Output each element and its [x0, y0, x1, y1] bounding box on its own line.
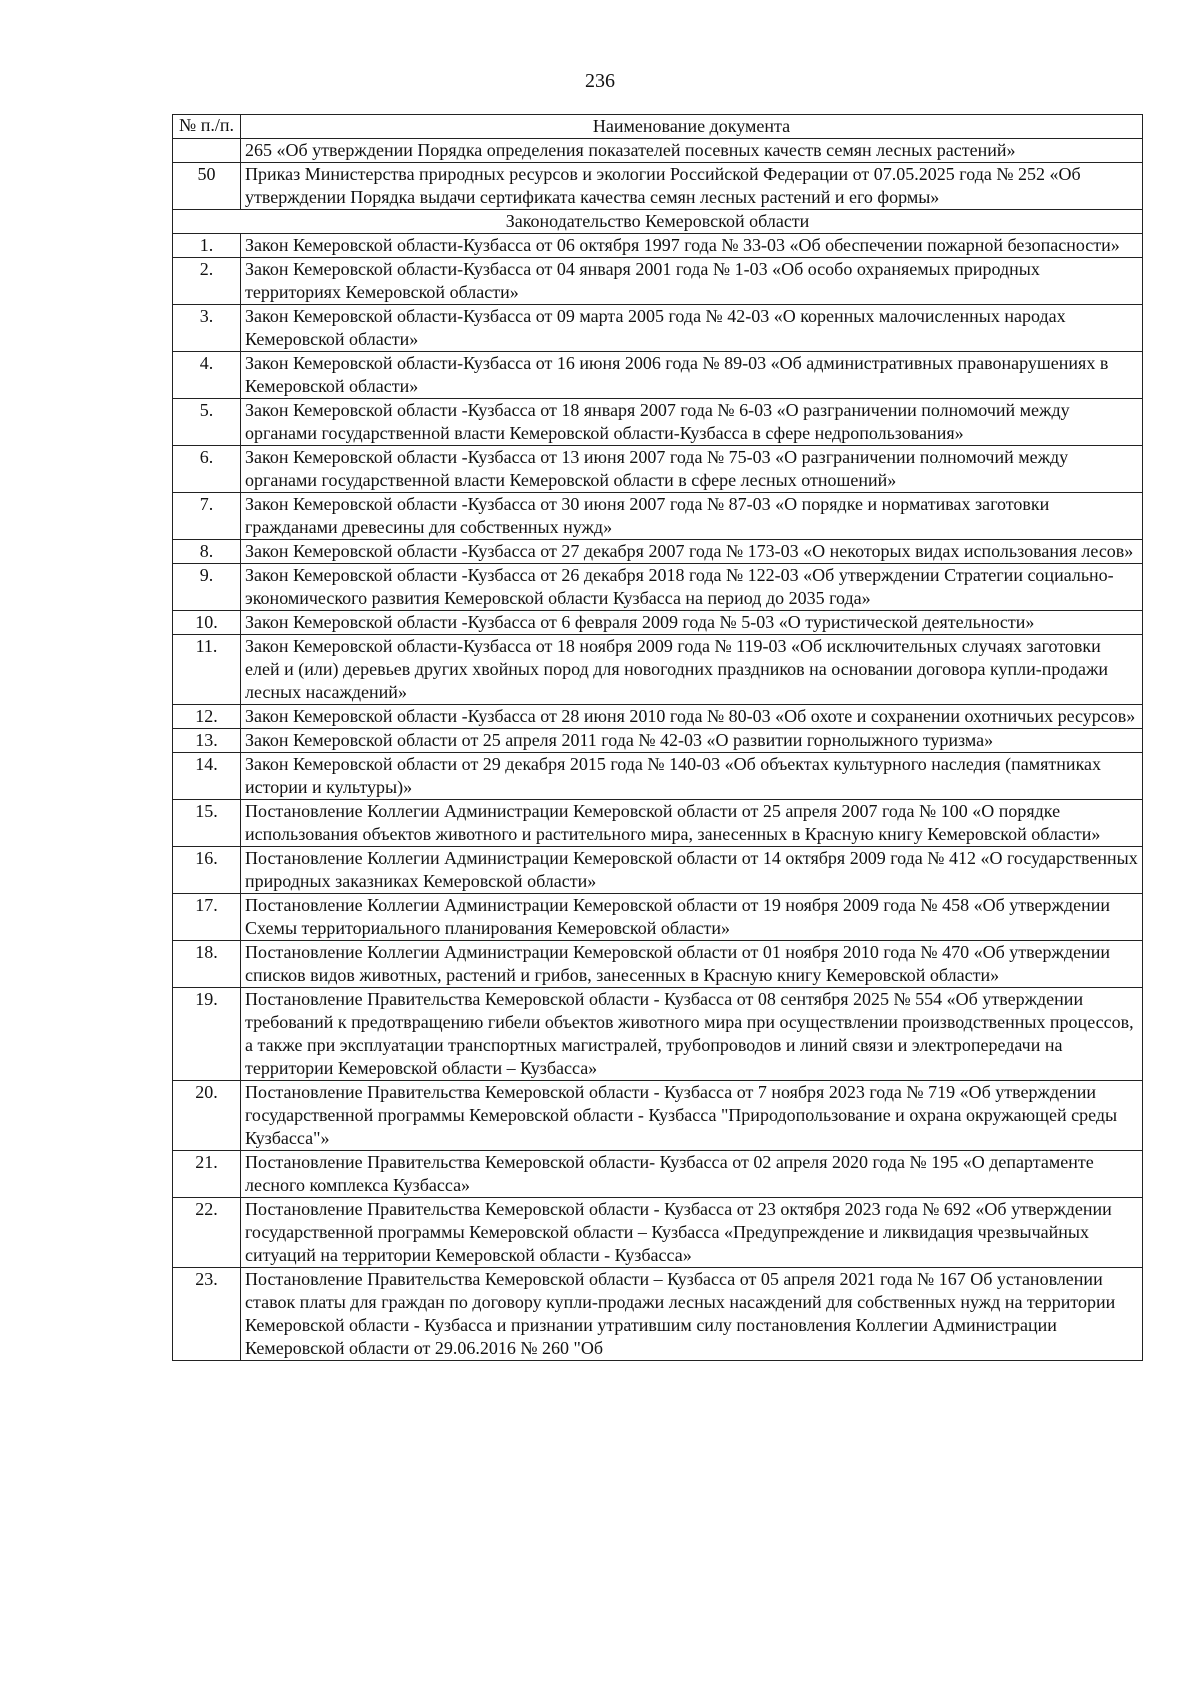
table-row	[173, 611, 1143, 635]
row-number: 20.	[173, 1081, 241, 1151]
table-row	[173, 1268, 1143, 1361]
row-number: 9.	[173, 564, 241, 611]
table-row	[173, 635, 1143, 705]
table-row	[173, 139, 1143, 163]
row-number: 4.	[173, 352, 241, 399]
table-row	[173, 800, 1143, 847]
row-document-name: Закон Кемеровской области-Кузбасса от 09 марта 2005 года № 42-03 «О коренных малочисленных народах Кемеровской области»	[241, 305, 1143, 352]
row-number: 2.	[173, 258, 241, 305]
section-row	[173, 210, 1143, 234]
row-document-name: Закон Кемеровской области -Кузбасса от 6 февраля 2009 года № 5-03 «О туристической деятельности»	[241, 611, 1143, 635]
row-document-name: Закон Кемеровской области -Кузбасса от 27 декабря 2007 года № 173-03 «О некоторых видах использования лесов»	[241, 540, 1143, 564]
table-row	[173, 352, 1143, 399]
row-document-name: 265 «Об утверждении Порядка определения показателей посевных качеств семян лесных растений»	[241, 139, 1143, 163]
table-row	[173, 753, 1143, 800]
row-number: 23.	[173, 1268, 241, 1361]
table-row	[173, 1081, 1143, 1151]
row-number: 5.	[173, 399, 241, 446]
row-number: 19.	[173, 988, 241, 1081]
table-row	[173, 540, 1143, 564]
row-number: 15.	[173, 800, 241, 847]
row-number: 21.	[173, 1151, 241, 1198]
header-document-name: Наименование документа	[241, 115, 1143, 139]
table-row	[173, 258, 1143, 305]
row-document-name: Закон Кемеровской области -Кузбасса от 18 января 2007 года № 6-03 «О разграничении полномочий между органами государственной власти Кемеровской области-Кузбасса в сфере недропользования»	[241, 399, 1143, 446]
table-row	[173, 234, 1143, 258]
table-row	[173, 729, 1143, 753]
table-row	[173, 941, 1143, 988]
row-number: 13.	[173, 729, 241, 753]
row-document-name: Постановление Правительства Кемеровской области- Кузбасса от 02 апреля 2020 года № 195 «О департаменте лесного комплекса Кузбасса»	[241, 1151, 1143, 1198]
row-document-name: Закон Кемеровской области-Кузбасса от 18 ноября 2009 года № 119-03 «Об исключительных случаях заготовки елей и (или) деревьев других хвойных пород для новогодних праздников на основании договора купли-продажи лесных насаждений»	[241, 635, 1143, 705]
row-document-name: Постановление Коллегии Администрации Кемеровской области от 14 октября 2009 года № 412 «О государственных природных заказниках Кемеровской области»	[241, 847, 1143, 894]
row-document-name: Закон Кемеровской области-Кузбасса от 16 июня 2006 года № 89-03 «Об административных правонарушениях в Кемеровской области»	[241, 352, 1143, 399]
row-number: 3.	[173, 305, 241, 352]
row-number: 17.	[173, 894, 241, 941]
row-document-name: Закон Кемеровской области от 29 декабря 2015 года № 140-03 «Об объектах культурного наследия (памятниках истории и культуры)»	[241, 753, 1143, 800]
row-number: 50	[173, 163, 241, 210]
row-document-name: Приказ Министерства природных ресурсов и экологии Российской Федерации от 07.05.2025 года № 252 «Об утверждении Порядка выдачи сертификата качества семян лесных растений и его формы»	[241, 163, 1143, 210]
table-row	[173, 399, 1143, 446]
row-number: 6.	[173, 446, 241, 493]
documents-table	[172, 114, 1143, 1361]
header-number: № п./п.	[173, 115, 241, 139]
row-document-name: Закон Кемеровской области от 25 апреля 2011 года № 42-03 «О развитии горнолыжного туризма»	[241, 729, 1143, 753]
row-number: 8.	[173, 540, 241, 564]
table-row	[173, 894, 1143, 941]
row-document-name: Постановление Правительства Кемеровской области - Кузбасса от 08 сентября 2025 № 554 «Об утверждении требований к предотвращению гибели объектов животного мира при осуществлении производственных процессов, а также при эксплуатации транспортных магистралей, трубопроводов и линий связи и электропередачи на территории Кемеровской области – Кузбасса»	[241, 988, 1143, 1081]
table-row	[173, 564, 1143, 611]
row-number	[173, 139, 241, 163]
row-document-name: Постановление Правительства Кемеровской области – Кузбасса от 05 апреля 2021 года № 167 Об установлении ставок платы для граждан по договору купли-продажи лесных насаждений для собственных нужд на территории Кемеровской области - Кузбасса и признании утратившим силу постановления Коллегии Администрации Кемеровской области от 29.06.2016 № 260 "Об	[241, 1268, 1143, 1361]
row-document-name: Постановление Коллегии Администрации Кемеровской области от 19 ноября 2009 года № 458 «Об утверждении Схемы территориального планирования Кемеровской области»	[241, 894, 1143, 941]
row-number: 10.	[173, 611, 241, 635]
table-row	[173, 1151, 1143, 1198]
row-number: 7.	[173, 493, 241, 540]
row-number: 22.	[173, 1198, 241, 1268]
table-row	[173, 988, 1143, 1081]
table-header-row	[173, 115, 1143, 139]
row-number: 12.	[173, 705, 241, 729]
row-document-name: Постановление Правительства Кемеровской области - Кузбасса от 23 октября 2023 года № 692 «Об утверждении государственной программы Кемеровской области – Кузбасса «Предупреждение и ликвидация чрезвычайных ситуаций на территории Кемеровской области - Кузбасса»	[241, 1198, 1143, 1268]
row-number: 16.	[173, 847, 241, 894]
table-row	[173, 163, 1143, 210]
row-number: 1.	[173, 234, 241, 258]
row-document-name: Постановление Коллегии Администрации Кемеровской области от 25 апреля 2007 года № 100 «О порядке использования объектов животного и растительного мира, занесенных в Красную книгу Кемеровской области»	[241, 800, 1143, 847]
row-document-name: Закон Кемеровской области-Кузбасса от 04 января 2001 года № 1-03 «Об особо охраняемых природных территориях Кемеровской области»	[241, 258, 1143, 305]
table-row	[173, 1198, 1143, 1268]
row-document-name: Постановление Правительства Кемеровской области - Кузбасса от 7 ноября 2023 года № 719 «Об утверждении государственной программы Кемеровской области - Кузбасса "Природопользование и охрана окружающей среды Кузбасса"»	[241, 1081, 1143, 1151]
row-document-name: Постановление Коллегии Администрации Кемеровской области от 01 ноября 2010 года № 470 «Об утверждении списков видов животных, растений и грибов, занесенных в Красную книгу Кемеровской области»	[241, 941, 1143, 988]
page-number: 236	[585, 70, 615, 92]
row-document-name: Закон Кемеровской области -Кузбасса от 28 июня 2010 года № 80-03 «Об охоте и сохранении охотничьих ресурсов»	[241, 705, 1143, 729]
row-number: 14.	[173, 753, 241, 800]
row-document-name: Закон Кемеровской области -Кузбасса от 30 июня 2007 года № 87-03 «О порядке и нормативах заготовки гражданами древесины для собственных нужд»	[241, 493, 1143, 540]
row-document-name: Закон Кемеровской области -Кузбасса от 13 июня 2007 года № 75-03 «О разграничении полномочий между органами государственной власти Кемеровской области в сфере лесных отношений»	[241, 446, 1143, 493]
row-document-name: Закон Кемеровской области -Кузбасса от 26 декабря 2018 года № 122-03 «Об утверждении Стратегии социально-экономического развития Кемеровской области Кузбасса на период до 2035 года»	[241, 564, 1143, 611]
table-row	[173, 847, 1143, 894]
table-row	[173, 493, 1143, 540]
table-row	[173, 446, 1143, 493]
section-title: Законодательство Кемеровской области	[173, 210, 1143, 234]
table-row	[173, 305, 1143, 352]
table-row	[173, 705, 1143, 729]
row-document-name: Закон Кемеровской области-Кузбасса от 06 октября 1997 года № 33-03 «Об обеспечении пожарной безопасности»	[241, 234, 1143, 258]
row-number: 18.	[173, 941, 241, 988]
row-number: 11.	[173, 635, 241, 705]
